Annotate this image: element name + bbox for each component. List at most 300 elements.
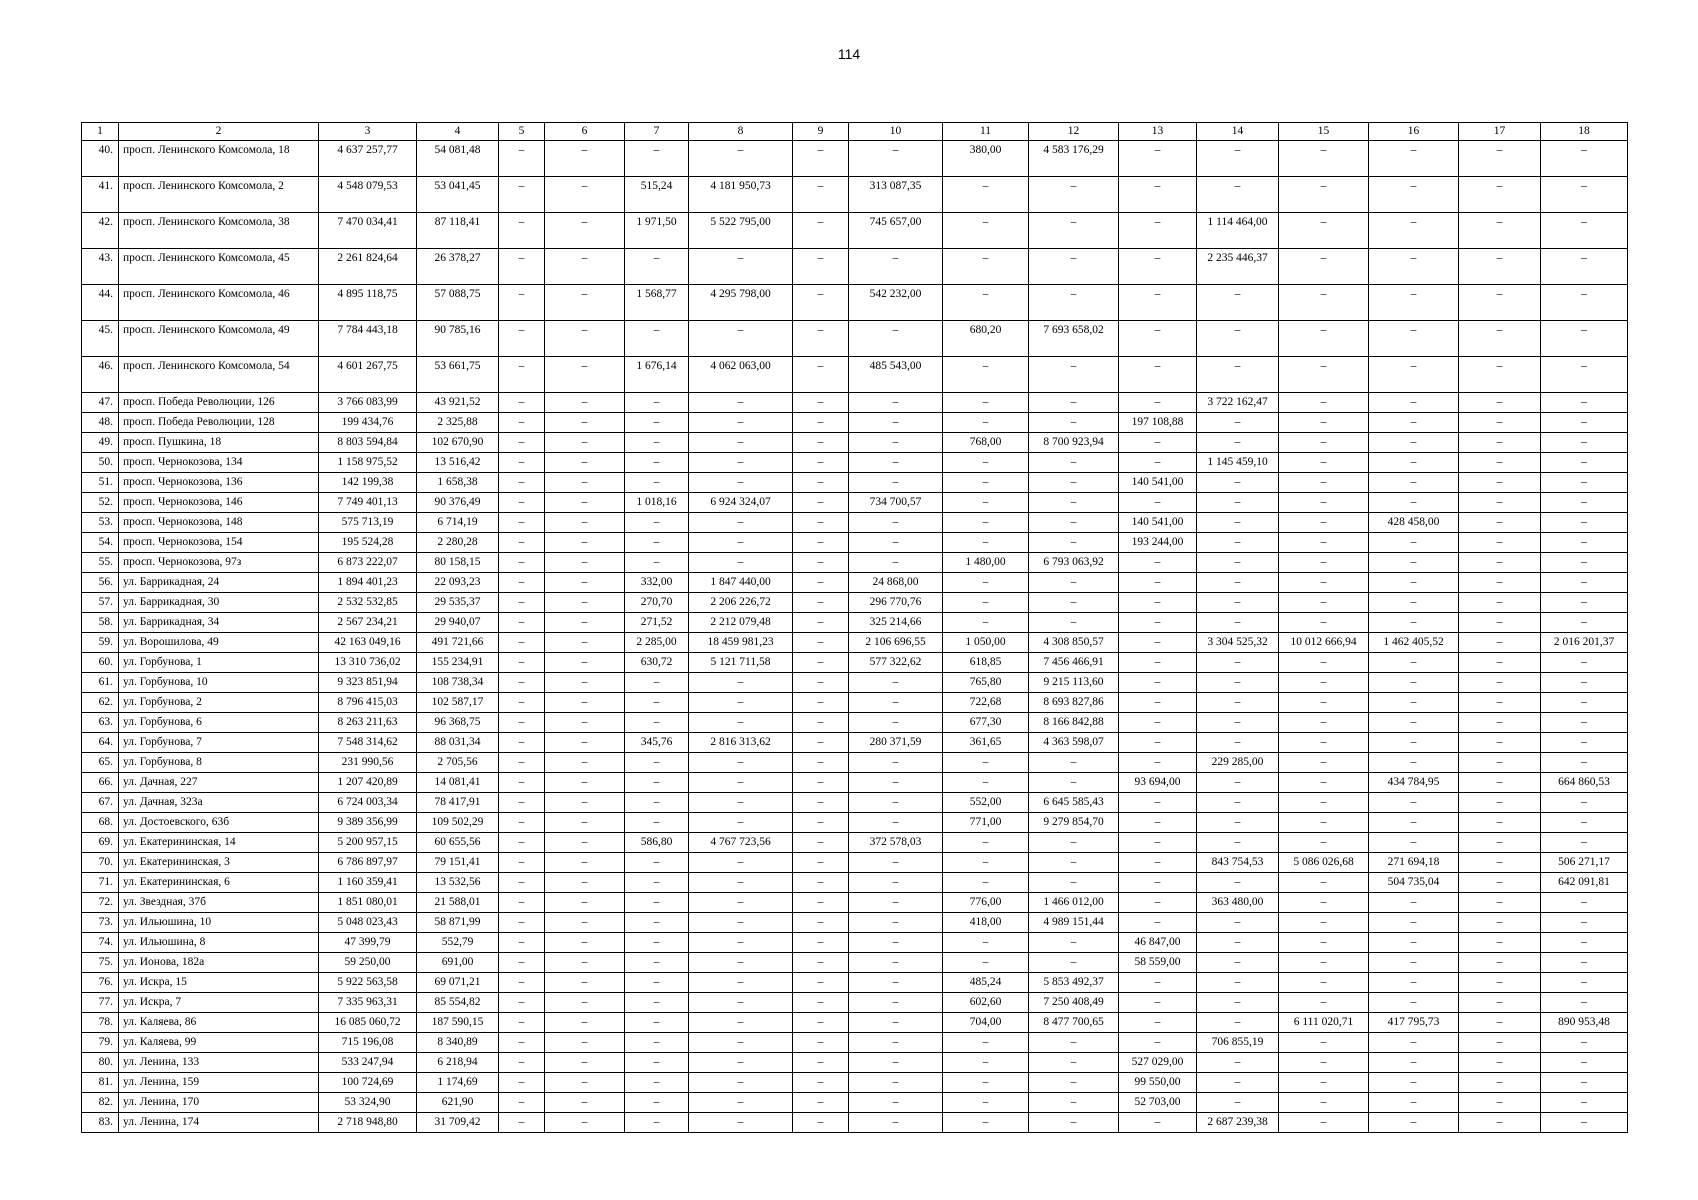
value-cell: 527 029,00 xyxy=(1119,1053,1197,1073)
table-row xyxy=(82,357,1628,393)
value-cell: – xyxy=(499,249,545,285)
value-cell: – xyxy=(545,1113,625,1133)
value-cell: – xyxy=(545,893,625,913)
value-cell: – xyxy=(793,213,849,249)
value-cell: – xyxy=(1459,713,1541,733)
value-cell: – xyxy=(793,613,849,633)
value-cell: – xyxy=(689,553,793,573)
table-row xyxy=(82,853,1628,873)
value-cell: 6 218,94 xyxy=(417,1053,499,1073)
value-cell: – xyxy=(1541,473,1628,493)
value-cell: 9 279 854,70 xyxy=(1029,813,1119,833)
value-cell: – xyxy=(1541,753,1628,773)
value-cell: – xyxy=(499,285,545,321)
value-cell: – xyxy=(1459,893,1541,913)
value-cell: 552,79 xyxy=(417,933,499,953)
value-cell: 199 434,76 xyxy=(319,413,417,433)
value-cell: 372 578,03 xyxy=(849,833,943,853)
value-cell: – xyxy=(1029,493,1119,513)
value-cell: 2 705,56 xyxy=(417,753,499,773)
row-number: 44. xyxy=(82,285,119,321)
value-cell: – xyxy=(1541,693,1628,713)
value-cell: – xyxy=(849,141,943,177)
value-cell: – xyxy=(849,533,943,553)
value-cell: 715 196,08 xyxy=(319,1033,417,1053)
value-cell: – xyxy=(1459,833,1541,853)
address-cell: ул. Ворошилова, 49 xyxy=(119,633,319,653)
value-cell: – xyxy=(499,673,545,693)
value-cell: 4 895 118,75 xyxy=(319,285,417,321)
value-cell: 2 235 446,37 xyxy=(1197,249,1279,285)
value-cell: – xyxy=(943,533,1029,553)
value-cell: – xyxy=(1369,593,1459,613)
value-cell: 58 559,00 xyxy=(1119,953,1197,973)
value-cell: – xyxy=(943,357,1029,393)
value-cell: – xyxy=(1459,493,1541,513)
value-cell: – xyxy=(1279,433,1369,453)
value-cell: – xyxy=(1541,213,1628,249)
value-cell: – xyxy=(1119,913,1197,933)
value-cell: 4 308 850,57 xyxy=(1029,633,1119,653)
value-cell: – xyxy=(1459,633,1541,653)
address-cell: ул. Ленина, 170 xyxy=(119,1093,319,1113)
value-cell: – xyxy=(1369,713,1459,733)
value-cell: – xyxy=(1029,1053,1119,1073)
value-cell: – xyxy=(1029,753,1119,773)
column-header-16: 16 xyxy=(1369,123,1459,141)
value-cell: 4 548 079,53 xyxy=(319,177,417,213)
address-cell: ул. Горбунова, 8 xyxy=(119,753,319,773)
value-cell: – xyxy=(943,513,1029,533)
value-cell: 7 250 408,49 xyxy=(1029,993,1119,1013)
value-cell: – xyxy=(499,653,545,673)
value-cell: – xyxy=(1279,453,1369,473)
value-cell: 1 676,14 xyxy=(625,357,689,393)
value-cell: – xyxy=(849,693,943,713)
value-cell: 380,00 xyxy=(943,141,1029,177)
value-cell: 4 363 598,07 xyxy=(1029,733,1119,753)
value-cell: – xyxy=(793,813,849,833)
value-cell: 4 295 798,00 xyxy=(689,285,793,321)
value-cell: – xyxy=(1459,1013,1541,1033)
value-cell: – xyxy=(1029,1093,1119,1113)
row-number: 58. xyxy=(82,613,119,633)
value-cell: – xyxy=(689,1113,793,1133)
value-cell: 53 041,45 xyxy=(417,177,499,213)
value-cell: – xyxy=(1541,1053,1628,1073)
value-cell: – xyxy=(1459,753,1541,773)
value-cell: – xyxy=(1369,1073,1459,1093)
value-cell: – xyxy=(1279,893,1369,913)
value-cell: 8 263 211,63 xyxy=(319,713,417,733)
value-cell: 47 399,79 xyxy=(319,933,417,953)
table-row xyxy=(82,433,1628,453)
value-cell: – xyxy=(1459,593,1541,613)
value-cell: – xyxy=(499,321,545,357)
value-cell: 21 588,01 xyxy=(417,893,499,913)
value-cell: – xyxy=(625,933,689,953)
value-cell: – xyxy=(545,493,625,513)
value-cell: – xyxy=(1369,1093,1459,1113)
value-cell: – xyxy=(689,793,793,813)
row-number: 45. xyxy=(82,321,119,357)
table-row xyxy=(82,873,1628,893)
value-cell: 187 590,15 xyxy=(417,1013,499,1033)
value-cell: – xyxy=(1029,773,1119,793)
value-cell: – xyxy=(1459,953,1541,973)
address-cell: ул. Ленина, 133 xyxy=(119,1053,319,1073)
value-cell: – xyxy=(1279,833,1369,853)
value-cell: 1 174,69 xyxy=(417,1073,499,1093)
address-cell: просп. Пушкина, 18 xyxy=(119,433,319,453)
value-cell: – xyxy=(1459,993,1541,1013)
value-cell: – xyxy=(545,1033,625,1053)
row-number: 63. xyxy=(82,713,119,733)
value-cell: – xyxy=(943,773,1029,793)
value-cell: – xyxy=(625,473,689,493)
value-cell: – xyxy=(689,913,793,933)
value-cell: – xyxy=(545,213,625,249)
value-cell: 29 940,07 xyxy=(417,613,499,633)
value-cell: – xyxy=(793,833,849,853)
value-cell: – xyxy=(1029,1073,1119,1093)
row-number: 56. xyxy=(82,573,119,593)
table-row xyxy=(82,833,1628,853)
row-number: 46. xyxy=(82,357,119,393)
value-cell: – xyxy=(1197,613,1279,633)
value-cell: – xyxy=(943,933,1029,953)
table-row xyxy=(82,393,1628,413)
value-cell: – xyxy=(689,1073,793,1093)
value-cell: – xyxy=(1029,853,1119,873)
value-cell: – xyxy=(1369,613,1459,633)
value-cell: 4 601 267,75 xyxy=(319,357,417,393)
value-cell: – xyxy=(793,453,849,473)
value-cell: 691,00 xyxy=(417,953,499,973)
value-cell: – xyxy=(849,713,943,733)
row-number: 74. xyxy=(82,933,119,953)
value-cell: 506 271,17 xyxy=(1541,853,1628,873)
value-cell: 5 121 711,58 xyxy=(689,653,793,673)
value-cell: – xyxy=(625,953,689,973)
value-cell: – xyxy=(849,873,943,893)
value-cell: – xyxy=(499,213,545,249)
value-cell: – xyxy=(1369,573,1459,593)
value-cell: 5 048 023,43 xyxy=(319,913,417,933)
value-cell: – xyxy=(1541,533,1628,553)
value-cell: – xyxy=(545,393,625,413)
value-cell: 195 524,28 xyxy=(319,533,417,553)
value-cell: – xyxy=(1459,933,1541,953)
column-header-8: 8 xyxy=(689,123,793,141)
value-cell: – xyxy=(849,393,943,413)
value-cell: 9 389 356,99 xyxy=(319,813,417,833)
row-number: 83. xyxy=(82,1113,119,1133)
value-cell: – xyxy=(625,673,689,693)
value-cell: – xyxy=(1197,993,1279,1013)
value-cell: – xyxy=(499,473,545,493)
row-number: 41. xyxy=(82,177,119,213)
value-cell: – xyxy=(689,473,793,493)
value-cell: – xyxy=(793,533,849,553)
value-cell: – xyxy=(1541,249,1628,285)
value-cell: – xyxy=(1541,953,1628,973)
row-number: 54. xyxy=(82,533,119,553)
value-cell: – xyxy=(849,513,943,533)
value-cell: 3 722 162,47 xyxy=(1197,393,1279,413)
value-cell: – xyxy=(1119,793,1197,813)
value-cell: 2 532 532,85 xyxy=(319,593,417,613)
value-cell: – xyxy=(1459,249,1541,285)
value-cell: – xyxy=(1029,873,1119,893)
address-cell: ул. Ленина, 159 xyxy=(119,1073,319,1093)
value-cell: – xyxy=(1119,1033,1197,1053)
value-cell: 57 088,75 xyxy=(417,285,499,321)
value-cell: – xyxy=(849,993,943,1013)
value-cell: – xyxy=(1459,433,1541,453)
table-row xyxy=(82,713,1628,733)
row-number: 43. xyxy=(82,249,119,285)
value-cell: 734 700,57 xyxy=(849,493,943,513)
value-cell: – xyxy=(499,1033,545,1053)
value-cell: – xyxy=(1029,177,1119,213)
value-cell: – xyxy=(1369,473,1459,493)
value-cell: – xyxy=(1119,1113,1197,1133)
value-cell: – xyxy=(1279,673,1369,693)
value-cell: – xyxy=(1541,833,1628,853)
value-cell: 13 310 736,02 xyxy=(319,653,417,673)
value-cell: 680,20 xyxy=(943,321,1029,357)
value-cell: – xyxy=(689,1033,793,1053)
address-cell: ул. Горбунова, 1 xyxy=(119,653,319,673)
value-cell: – xyxy=(1279,573,1369,593)
address-cell: ул. Ильюшина, 8 xyxy=(119,933,319,953)
value-cell: 1 145 459,10 xyxy=(1197,453,1279,473)
row-number: 40. xyxy=(82,141,119,177)
value-cell: – xyxy=(1119,993,1197,1013)
value-cell: – xyxy=(499,553,545,573)
value-cell: – xyxy=(793,913,849,933)
value-cell: – xyxy=(1541,433,1628,453)
row-number: 57. xyxy=(82,593,119,613)
value-cell: – xyxy=(499,833,545,853)
value-cell: 142 199,38 xyxy=(319,473,417,493)
value-cell: – xyxy=(499,913,545,933)
value-cell: – xyxy=(1197,493,1279,513)
value-cell: – xyxy=(849,753,943,773)
address-cell: ул. Каляева, 86 xyxy=(119,1013,319,1033)
value-cell: – xyxy=(689,141,793,177)
value-cell: – xyxy=(1197,1053,1279,1073)
value-cell: – xyxy=(1029,1033,1119,1053)
value-cell: – xyxy=(1459,141,1541,177)
value-cell: – xyxy=(625,393,689,413)
value-cell: – xyxy=(1279,713,1369,733)
value-cell: – xyxy=(1119,973,1197,993)
value-cell: 704,00 xyxy=(943,1013,1029,1033)
value-cell: – xyxy=(1279,1093,1369,1113)
value-cell: 31 709,42 xyxy=(417,1113,499,1133)
value-cell: – xyxy=(1029,357,1119,393)
value-cell: – xyxy=(1119,613,1197,633)
value-cell: 2 206 226,72 xyxy=(689,593,793,613)
value-cell: – xyxy=(689,973,793,993)
value-cell: – xyxy=(1459,393,1541,413)
value-cell: – xyxy=(849,973,943,993)
value-cell: – xyxy=(1197,713,1279,733)
row-number: 52. xyxy=(82,493,119,513)
value-cell: – xyxy=(1459,813,1541,833)
value-cell: – xyxy=(1197,321,1279,357)
table-row xyxy=(82,993,1628,1013)
value-cell: – xyxy=(793,393,849,413)
value-cell: 771,00 xyxy=(943,813,1029,833)
value-cell: 776,00 xyxy=(943,893,1029,913)
value-cell: 13 516,42 xyxy=(417,453,499,473)
value-cell: – xyxy=(499,773,545,793)
register-table xyxy=(81,122,1628,1133)
value-cell: – xyxy=(793,893,849,913)
value-cell: – xyxy=(689,813,793,833)
value-cell: 7 784 443,18 xyxy=(319,321,417,357)
table-row xyxy=(82,285,1628,321)
value-cell: – xyxy=(1459,613,1541,633)
value-cell: – xyxy=(689,873,793,893)
row-number: 55. xyxy=(82,553,119,573)
value-cell: – xyxy=(849,813,943,833)
value-cell: 22 093,23 xyxy=(417,573,499,593)
row-number: 81. xyxy=(82,1073,119,1093)
row-number: 69. xyxy=(82,833,119,853)
value-cell: 1 568,77 xyxy=(625,285,689,321)
value-cell: 313 087,35 xyxy=(849,177,943,213)
value-cell: – xyxy=(1541,573,1628,593)
value-cell: – xyxy=(1197,873,1279,893)
value-cell: – xyxy=(625,913,689,933)
value-cell: – xyxy=(1197,1093,1279,1113)
value-cell: – xyxy=(1369,413,1459,433)
value-cell: 59 250,00 xyxy=(319,953,417,973)
table-row xyxy=(82,1033,1628,1053)
address-cell: ул. Дачная, 323а xyxy=(119,793,319,813)
value-cell: 16 085 060,72 xyxy=(319,1013,417,1033)
address-cell: ул. Дачная, 227 xyxy=(119,773,319,793)
address-cell: просп. Ленинского Комсомола, 38 xyxy=(119,213,319,249)
value-cell: – xyxy=(625,249,689,285)
value-cell: – xyxy=(1459,357,1541,393)
value-cell: 52 703,00 xyxy=(1119,1093,1197,1113)
value-cell: 6 111 020,71 xyxy=(1279,1013,1369,1033)
value-cell: – xyxy=(793,1113,849,1133)
value-cell: 140 541,00 xyxy=(1119,473,1197,493)
value-cell: – xyxy=(545,357,625,393)
address-cell: ул. Горбунова, 10 xyxy=(119,673,319,693)
value-cell: 1 050,00 xyxy=(943,633,1029,653)
value-cell: 677,30 xyxy=(943,713,1029,733)
value-cell: 6 873 222,07 xyxy=(319,553,417,573)
table-body xyxy=(82,141,1628,1133)
value-cell: 155 234,91 xyxy=(417,653,499,673)
value-cell: – xyxy=(1197,413,1279,433)
value-cell: – xyxy=(793,1093,849,1113)
value-cell: – xyxy=(499,793,545,813)
value-cell: 8 803 594,84 xyxy=(319,433,417,453)
column-header-6: 6 xyxy=(545,123,625,141)
value-cell: – xyxy=(793,1073,849,1093)
value-cell: – xyxy=(499,1113,545,1133)
value-cell: – xyxy=(943,393,1029,413)
value-cell: – xyxy=(689,893,793,913)
value-cell: – xyxy=(1279,413,1369,433)
value-cell: 2 325,88 xyxy=(417,413,499,433)
value-cell: 271,52 xyxy=(625,613,689,633)
value-cell: 193 244,00 xyxy=(1119,533,1197,553)
value-cell: – xyxy=(1119,673,1197,693)
row-number: 59. xyxy=(82,633,119,653)
value-cell: – xyxy=(1197,773,1279,793)
value-cell: – xyxy=(1459,873,1541,893)
value-cell: – xyxy=(625,513,689,533)
value-cell: – xyxy=(1459,693,1541,713)
value-cell: – xyxy=(793,653,849,673)
value-cell: 231 990,56 xyxy=(319,753,417,773)
row-number: 72. xyxy=(82,893,119,913)
value-cell: – xyxy=(1279,653,1369,673)
value-cell: – xyxy=(545,1053,625,1073)
value-cell: – xyxy=(943,1073,1029,1093)
value-cell: – xyxy=(545,533,625,553)
value-cell: 3 304 525,32 xyxy=(1197,633,1279,653)
table-row xyxy=(82,1053,1628,1073)
value-cell: 53 324,90 xyxy=(319,1093,417,1113)
value-cell: 552,00 xyxy=(943,793,1029,813)
value-cell: – xyxy=(1369,533,1459,553)
value-cell: – xyxy=(1369,733,1459,753)
value-cell: – xyxy=(1541,973,1628,993)
column-header-15: 15 xyxy=(1279,123,1369,141)
row-number: 48. xyxy=(82,413,119,433)
value-cell: – xyxy=(793,141,849,177)
value-cell: – xyxy=(1369,453,1459,473)
value-cell: – xyxy=(1279,753,1369,773)
address-cell: просп. Чернокозова, 154 xyxy=(119,533,319,553)
value-cell: – xyxy=(1279,693,1369,713)
value-cell: – xyxy=(793,693,849,713)
value-cell: 7 470 034,41 xyxy=(319,213,417,249)
value-cell: – xyxy=(1369,493,1459,513)
value-cell: – xyxy=(793,249,849,285)
value-cell: – xyxy=(499,1073,545,1093)
value-cell: – xyxy=(545,321,625,357)
value-cell: – xyxy=(1459,553,1541,573)
column-header-10: 10 xyxy=(849,123,943,141)
value-cell: – xyxy=(1279,533,1369,553)
value-cell: – xyxy=(943,753,1029,773)
value-cell: – xyxy=(545,773,625,793)
value-cell: 363 480,00 xyxy=(1197,893,1279,913)
value-cell: – xyxy=(545,177,625,213)
value-cell: 8 166 842,88 xyxy=(1029,713,1119,733)
value-cell: – xyxy=(625,853,689,873)
value-cell: 5 853 492,37 xyxy=(1029,973,1119,993)
value-cell: – xyxy=(689,1093,793,1113)
value-cell: – xyxy=(1197,533,1279,553)
value-cell: 542 232,00 xyxy=(849,285,943,321)
row-number: 50. xyxy=(82,453,119,473)
value-cell: – xyxy=(689,249,793,285)
value-cell: – xyxy=(625,693,689,713)
value-cell: – xyxy=(793,713,849,733)
